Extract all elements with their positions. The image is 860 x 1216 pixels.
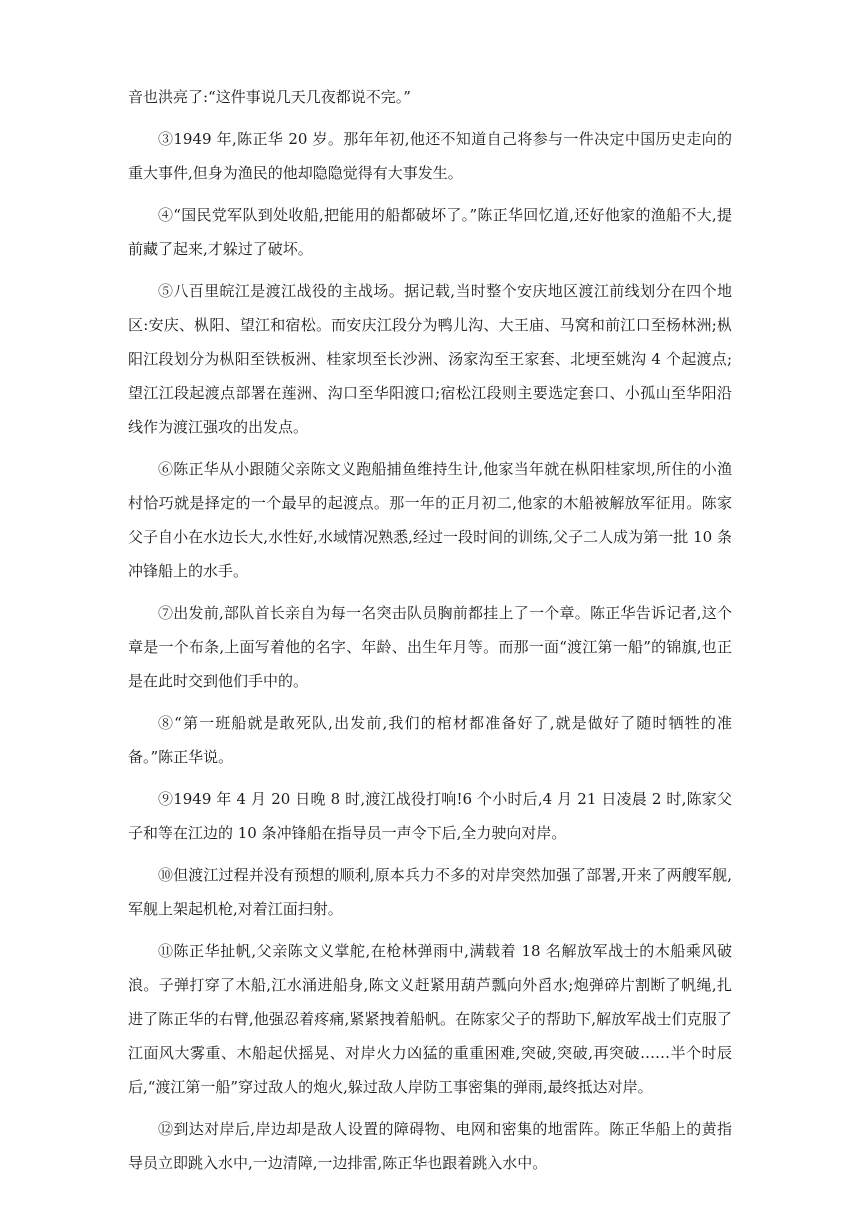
paragraph-6: ⑥陈正华从小跟随父亲陈文义跑船捕鱼维持生计,他家当年就在枞阳桂家坝,所住的小渔村恰巧就是择定的一个最早的起渡点。那一年的正月初二,他家的木船被解放军征用。陈家父子自小在水边长大,水性好,水域情况熟悉,经过一段时间的训练,父子二人成为第一批 10 条冲锋船上的水手。	[128, 460, 732, 580]
paragraph-12: ⑫到达对岸后,岸边却是敌人设置的障碍物、电网和密集的地雷阵。陈正华船上的黄指导员立即跳入水中,一边清障,一边排雷,陈正华也跟着跳入水中。	[128, 1120, 732, 1172]
paragraph-7: ⑦出发前,部队首长亲自为每一名突击队员胸前都挂上了一个章。陈正华告诉记者,这个章是一个布条,上面写着他的名字、年龄、出生年月等。而那一面“渡江第一船”的锦旗,也正是在此时交到他们手中的。	[128, 604, 732, 690]
paragraph-5: ⑤八百里皖江是渡江战役的主战场。据记载,当时整个安庆地区渡江前线划分在四个地区:安庆、枞阳、望江和宿松。而安庆江段分为鸭儿沟、大王庙、马窝和前江口至杨林洲;枞阳江段划分为枞阳至铁板洲、桂家坝至长沙洲、汤家沟至王家套、北埂至姚沟 4 个起渡点;望江江段起渡点部署在莲洲、沟口至华阳渡口;宿松江段则主要选定套口、小孤山至华阳沿线作为渡江强攻的出发点。	[128, 282, 732, 436]
paragraph-8: ⑧“第一班船就是敢死队,出发前,我们的棺材都准备好了,就是做好了随时牺牲的准备。”陈正华说。	[128, 714, 732, 766]
paragraph-9: ⑨1949 年 4 月 20 日晚 8 时,渡江战役打响!6 个小时后,4 月 21 日凌晨 2 时,陈家父子和等在江边的 10 条冲锋船在指导员一声令下后,全力驶向对岸。	[128, 790, 732, 842]
paragraph-10: ⑩但渡江过程并没有预想的顺利,原本兵力不多的对岸突然加强了部署,开来了两艘军舰,军舰上架起机枪,对着江面扫射。	[128, 866, 732, 918]
paragraph-4: ④“国民党军队到处收船,把能用的船都破坏了。”陈正华回忆道,还好他家的渔船不大,提前藏了起来,才躲过了破坏。	[128, 206, 732, 258]
paragraph-continued: 音也洪亮了:“这件事说几天几夜都说不完。”	[128, 88, 411, 106]
paragraph-3: ③1949 年,陈正华 20 岁。那年年初,他还不知道自己将参与一件决定中国历史走向的重大事件,但身为渔民的他却隐隐觉得有大事发生。	[128, 130, 732, 182]
paragraph-11: ⑪陈正华扯帆,父亲陈文义掌舵,在枪林弹雨中,满载着 18 名解放军战士的木船乘风破浪。子弹打穿了木船,江水涌进船身,陈文义赶紧用葫芦瓢向外舀水;炮弹碎片割断了帆绳,扎进了陈正华的右臂,他强忍着疼痛,紧紧拽着船帆。在陈家父子的帮助下,解放军战士们克服了江面风大雾重、木船起伏摇晃、对岸火力凶猛的重重困难,突破,突破,再突破……半个时辰后,“渡江第一船”穿过敌人的炮火,躲过敌人岸防工事密集的弹雨,最终抵达对岸。	[128, 942, 732, 1096]
article-body	[128, 80, 732, 1188]
